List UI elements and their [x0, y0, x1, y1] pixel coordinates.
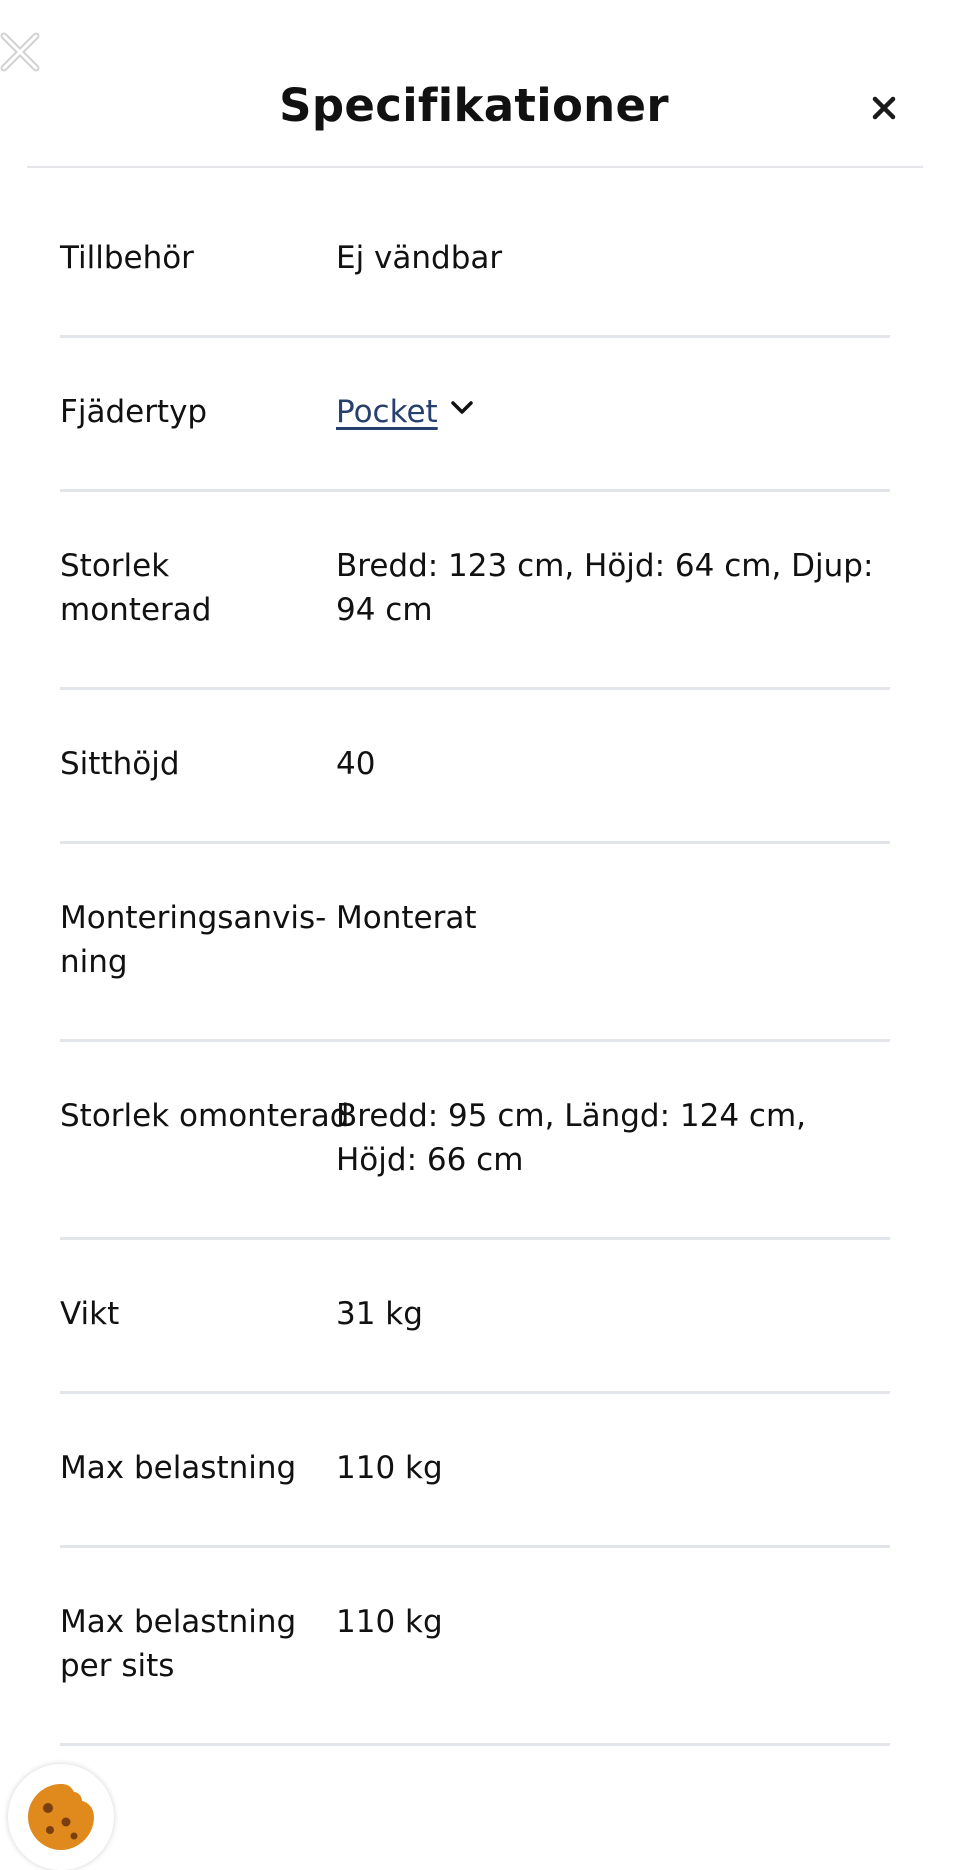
spec-row	[60, 1548, 890, 1746]
header-divider	[27, 166, 923, 168]
spec-value: Monterat	[336, 900, 477, 936]
spec-label: Monteringsanvis- ning	[60, 900, 327, 980]
spec-value: Ej vändbar	[336, 240, 503, 276]
spec-label: Fjädertyp	[60, 394, 208, 430]
spec-label: Max belastning per sits	[60, 1604, 297, 1684]
spec-label: Storlek omonterad	[60, 1098, 350, 1134]
spec-row	[60, 1042, 890, 1240]
spec-row	[60, 844, 890, 1042]
spec-label: Storlek monterad	[60, 548, 212, 628]
spec-value: 110 kg	[336, 1450, 443, 1486]
spec-value: Bredd: 123 cm, Höjd: 64 cm, Djup: 94 cm	[336, 548, 874, 628]
spec-label: Max belastning	[60, 1450, 297, 1486]
spec-value: 31 kg	[336, 1296, 423, 1332]
spring-type-link[interactable]: Pocket	[336, 394, 438, 430]
spec-value-dropdown[interactable]	[336, 390, 888, 434]
spec-value: 40	[336, 746, 376, 782]
spec-row	[60, 690, 890, 844]
spec-label: Tillbehör	[60, 240, 194, 276]
modal-title: Specifikationer	[279, 79, 669, 132]
spec-row	[60, 338, 890, 492]
cookie-icon	[22, 1778, 100, 1856]
spec-row	[60, 492, 890, 690]
modal-header	[0, 0, 960, 168]
chevron-down-icon[interactable]	[450, 400, 474, 416]
spec-row	[60, 1394, 890, 1548]
spec-list	[60, 184, 890, 1746]
close-icon[interactable]	[866, 90, 902, 126]
spec-label: Sitthöjd	[60, 746, 180, 782]
cookie-settings-button[interactable]	[8, 1764, 114, 1870]
spec-row	[60, 1240, 890, 1394]
spec-row	[60, 184, 890, 338]
spec-value: Bredd: 95 cm, Längd: 124 cm, Höjd: 66 cm	[336, 1098, 806, 1178]
spec-label: Vikt	[60, 1296, 120, 1332]
spec-value: 110 kg	[336, 1604, 443, 1640]
